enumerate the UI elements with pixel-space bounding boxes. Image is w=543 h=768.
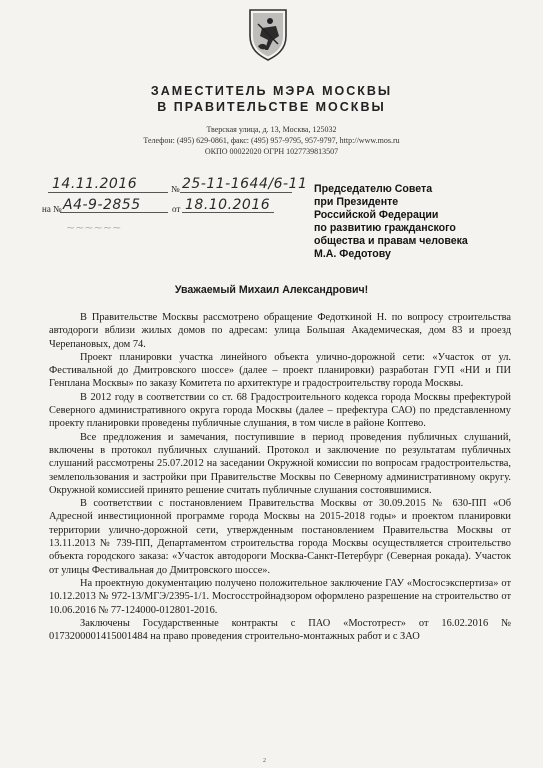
addressee-line: Российской Федерации bbox=[314, 209, 439, 222]
salutation: Уважаемый Михаил Александрович! bbox=[174, 284, 369, 296]
organization-phone: Телефон: (495) 629-0861, факс: (495) 957-9795, 957-9797, http://www.mos.ru bbox=[143, 136, 400, 145]
number-underline bbox=[180, 192, 292, 193]
in-reply-number: А4-9-2855 bbox=[63, 197, 141, 213]
body-paragraph: На проектную документацию получено положительное заключение ГАУ «Мосгосэкспертиза» от 10.12.2013 № 972-13/МГЭ/2395-1/1. Мосгосстройнадзором оформлено разрешение на строительство от 10.06.2016 № 77-124000-012801-2016. bbox=[49, 577, 511, 616]
addressee-line: при Президенте bbox=[314, 196, 399, 209]
outgoing-date: 14.11.2016 bbox=[52, 176, 138, 192]
addressee-line: по развитию гражданского bbox=[314, 222, 456, 235]
organization-address: Тверская улица, д. 13, Москва, 125032 bbox=[206, 125, 337, 134]
organization-title-line1: ЗАМЕСТИТЕЛЬ МЭРА МОСКВЫ bbox=[150, 84, 393, 98]
in-reply-date-underline bbox=[182, 212, 274, 213]
addressee-line: Председателю Совета bbox=[314, 183, 433, 195]
faded-stamp-mark: ~~~~~~ bbox=[66, 221, 122, 234]
body-paragraph: В 2012 году в соответствии со ст. 68 Градостроительного кодекса города Москвы префектурой Северного административного округа города Москвы (далее – префектура САО) по представленному проекту планировки проведены публичные слушания, в том числе в районе Коптево. bbox=[49, 391, 511, 430]
letter-body bbox=[49, 311, 511, 643]
date-underline bbox=[48, 192, 168, 193]
in-reply-number-underline bbox=[60, 212, 168, 213]
addressee-line: М.А. Федотову bbox=[314, 248, 391, 261]
number-prefix: № bbox=[171, 184, 180, 194]
outgoing-number: 25-11-1644/6-11 bbox=[182, 176, 308, 192]
body-paragraph: Заключены Государственные контракты с ПАО «Мостотрест» от 16.02.2016 № 0173200001415001484 на право проведения строительно-монтажных работ и с ЗАО bbox=[49, 617, 511, 643]
page-number: 2 bbox=[263, 758, 266, 764]
body-paragraph: Проект планировки участка линейного объекта улично-дорожной сети: «Участок от ул. Фестивальной до Дмитровского шоссе» (далее – проект планировки) разработан ГУП «НИ и ПИ Генплана Москвы» по заказу Комитета по архитектуре и градостроительству города Москвы. bbox=[49, 351, 511, 390]
in-reply-label: на № bbox=[42, 204, 62, 214]
body-paragraph: Все предложения и замечания, поступившие в период проведения публичных слушаний, включены в протокол публичных слушаний. Протокол и заключение по результатам публичных слушаний рассмотрены 25.07.2012 на заседании Окружной комиссии по вопросам градостроительства, землепользования и застройки при Правительстве Москвы по Северному административному округу. Окружной комиссией принято решение считать публичные слушания состоявшимися. bbox=[49, 431, 511, 496]
body-paragraph: В Правительстве Москвы рассмотрено обращение Федоткиной Н. по вопросу строительства автодороги вблизи жилых домов по адресам: улица Большая Академическая, дом 83 и проезд Черепановых, дом 74. bbox=[49, 312, 511, 350]
organization-title-line2: В ПРАВИТЕЛЬСТВЕ МОСКВЫ bbox=[157, 100, 386, 114]
body-paragraph: В соответствии с постановлением Правительства Москвы от 30.09.2015 № 630-ПП «Об Адресной инвестиционной программе города Москвы на 2015-2018 годы» и проектом планировки территории улично-дорожной сети, утвержденным постановлением Правительства Москвы от 13.11.2013 № 739-ПП, Департаментом строительства города Москвы осуществляется строительство объекта городского заказа: «Участок автодороги Москва-Санкт-Петербург (Северная рокада). Участок от улицы Фестивальная до Дмитровского шоссе». bbox=[49, 498, 511, 576]
in-reply-date: 18.10.2016 bbox=[185, 197, 271, 213]
addressee-line: общества и правам человека bbox=[314, 235, 468, 248]
organization-codes: ОКПО 00022020 ОГРН 1027739813507 bbox=[204, 147, 339, 156]
moscow-coat-of-arms-icon bbox=[246, 6, 290, 62]
from-label: от bbox=[172, 204, 181, 214]
addressee-block bbox=[314, 183, 514, 262]
